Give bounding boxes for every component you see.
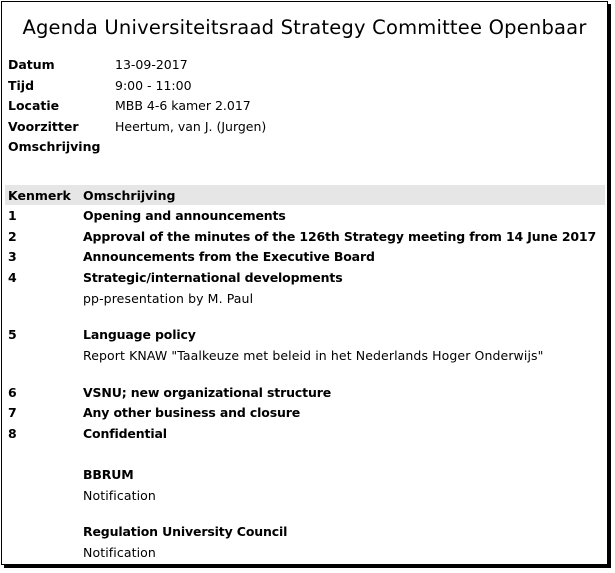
agenda-item-subtitle: pp-presentation by M. Paul <box>83 291 254 306</box>
agenda-item-number: 5 <box>8 327 17 342</box>
meta-value: Heertum, van J. (Jurgen) <box>115 119 267 134</box>
agenda-item-number: 3 <box>8 249 17 264</box>
agenda-item-number: 2 <box>8 229 17 244</box>
agenda-item-title: Announcements from the Executive Board <box>83 249 375 264</box>
meta-value: MBB 4-6 kamer 2.017 <box>115 98 251 113</box>
document-title: Agenda Universiteitsraad Strategy Committee Openbaar <box>22 16 587 39</box>
agenda-item-subtitle: Report KNAW "Taalkeuze met beleid in het Nederlands Hoger Onderwijs" <box>83 348 544 363</box>
meta-label: Locatie <box>8 98 60 113</box>
agenda-item-number: 1 <box>8 208 17 223</box>
agenda-item-number: 4 <box>8 270 17 285</box>
agenda-table-header <box>5 185 605 205</box>
column-header-omschrijving: Omschrijving <box>83 188 176 203</box>
agenda-item-title: Language policy <box>83 327 196 342</box>
meta-label: Omschrijving <box>8 139 101 154</box>
agenda-item-title: Approval of the minutes of the 126th Strategy meeting from 14 June 2017 <box>83 229 597 244</box>
agenda-item-title: Opening and announcements <box>83 208 286 223</box>
meta-label: Datum <box>8 57 55 72</box>
agenda-item-number: 7 <box>8 405 17 420</box>
agenda-item-title: Any other business and closure <box>83 405 301 420</box>
meta-label: Tijd <box>8 78 35 93</box>
agenda-item-number: 6 <box>8 385 17 400</box>
agenda-item-number: 8 <box>8 426 17 441</box>
agenda-document <box>1 1 608 565</box>
meta-value: 13-09-2017 <box>115 57 188 72</box>
column-header-kenmerk: Kenmerk <box>8 188 71 203</box>
agenda-item-subtitle: Notification <box>83 545 156 560</box>
agenda-item-title: Regulation University Council <box>83 524 288 539</box>
agenda-item-title: BBRUM <box>83 467 134 482</box>
agenda-item-title: Confidential <box>83 426 167 441</box>
meta-label: Voorzitter <box>8 119 79 134</box>
agenda-item-title: VSNU; new organizational structure <box>83 385 332 400</box>
meta-value: 9:00 - 11:00 <box>115 78 192 93</box>
agenda-item-subtitle: Notification <box>83 488 156 503</box>
agenda-item-title: Strategic/international developments <box>83 270 343 285</box>
